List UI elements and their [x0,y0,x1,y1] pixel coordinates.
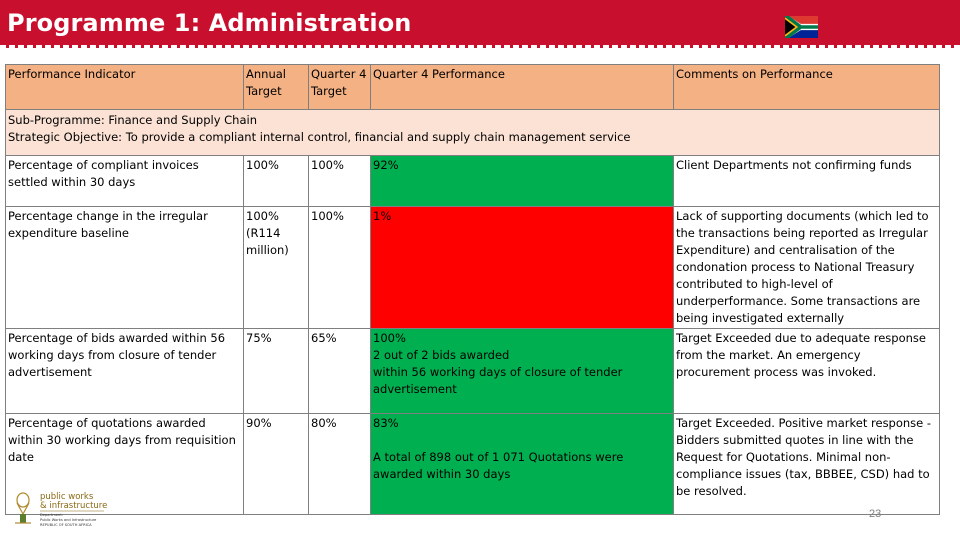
q4-performance-cell [371,414,674,515]
header-indicator: Performance Indicator [6,65,244,110]
annual-target-cell: 100% (R114 million) [244,207,309,329]
q4-target-cell: 80% [309,414,371,515]
performance-table [5,64,940,515]
table-row [6,329,940,414]
q4-performance-cell [371,207,674,329]
annual-target-cell: 90% [244,414,309,515]
indicator-cell: Percentage of bids awarded within 56 working days from closure of tender advertisement [6,329,244,414]
header-annual-target: Annual Target [244,65,309,110]
table-row [6,207,940,329]
south-africa-flag-icon [785,16,818,38]
logo-line5: REPUBLIC OF SOUTH AFRICA [40,523,92,527]
q4-performance-detail: A total of 898 out of 1 071 Quotations were awarded within 30 days [373,450,624,481]
comments-cell: Target Exceeded due to adequate response from the market. An emergency procurement process was invoked. [674,329,940,414]
page-number: 23 [869,508,882,520]
q4-performance-value: 83% [373,416,399,430]
table-row [6,414,940,515]
header-comments: Comments on Performance [674,65,940,110]
department-logo [12,490,107,530]
subheader-cell [6,110,940,156]
q4-performance-cell [371,329,674,414]
logo-line2: & infrastructure [40,501,107,511]
strategic-objective-label: Strategic Objective: To provide a compliant internal control, financial and supply chain management service [8,130,631,144]
comments-cell: Lack of supporting documents (which led to the transactions being reported as Irregular Expenditure) and centralisation of the condonation process to National Treasury contributed to high-level of underperformance. Some transactions are being investigated externally [674,207,940,329]
title-bar [0,0,960,48]
indicator-cell: Percentage change in the irregular expenditure baseline [6,207,244,329]
q4-performance-value: 100% [373,331,406,345]
header-q4-target: Quarter 4 Target [309,65,371,110]
q4-target-cell: 100% [309,207,371,329]
q4-performance-detail: within 56 working days of closure of tender advertisement [373,365,623,396]
q4-performance-value: 1% [373,209,392,223]
q4-performance-value: 92% [373,158,399,172]
annual-target-cell: 100% [244,156,309,207]
header-q4-performance: Quarter 4 Performance [371,65,674,110]
logo-line4: Public Works and Infrastructure [40,518,97,522]
q4-target-cell: 100% [309,156,371,207]
q4-performance-cell [371,156,674,207]
q4-performance-detail: 2 out of 2 bids awarded [373,348,510,362]
indicator-cell: Percentage of compliant invoices settled within 30 days [6,156,244,207]
coat-of-arms-icon [15,493,31,523]
spacer [373,432,671,449]
comments-cell: Target Exceeded. Positive market response - Bidders submitted quotes in line with the Request for Quotations. Minimal non-compliance issues (tax, BBBEE, CSD) had to be resolved. [674,414,940,515]
comments-cell: Client Departments not confirming funds [674,156,940,207]
logo-line1: public works [40,492,94,502]
indicator-cell: Percentage of quotations awarded within 30 working days from requisition date [6,414,244,515]
sub-programme-label: Sub-Programme: Finance and Supply Chain [8,113,258,127]
slide-title: Programme 1: Administration [7,9,412,37]
table-subheader-row [6,110,940,156]
q4-target-cell: 65% [309,329,371,414]
logo-line3: Department: [40,513,63,517]
annual-target-cell: 75% [244,329,309,414]
table-row [6,156,940,207]
table-header-row [6,65,940,110]
